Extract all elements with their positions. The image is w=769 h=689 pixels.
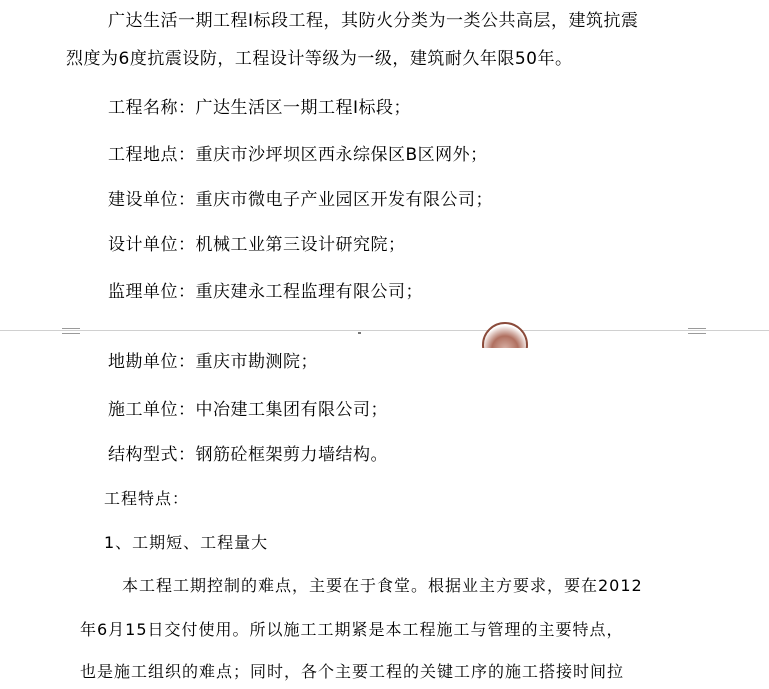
contractor-line: 施工单位：中冶建工集团有限公司； (108, 400, 388, 420)
page-corner-mark-right (688, 328, 706, 334)
surveyor-line: 地勘单位：重庆市勘测院； (108, 352, 318, 372)
intro-paragraph-line-2: 烈度为6度抗震设防，工程设计等级为一级，建筑耐久年限50年。 (66, 49, 573, 69)
project-name-line: 工程名称：广达生活区一期工程Ⅰ标段； (108, 98, 412, 118)
supervisor-line: 监理单位：重庆建永工程监理有限公司； (108, 282, 423, 302)
page-artifact-dot (358, 332, 361, 334)
page-corner-mark-left (62, 328, 80, 334)
builder-line: 建设单位：重庆市微电子产业园区开发有限公司； (108, 190, 493, 210)
page-break (0, 330, 769, 343)
structure-line: 结构型式：钢筋砼框架剪力墙结构。 (108, 445, 388, 465)
feature-paragraph-line-2: 年6月15日交付使用。所以施工工期紧是本工程施工与管理的主要特点， (80, 620, 624, 639)
feature-1-title: 1、工期短、工程量大 (104, 533, 269, 552)
seal-stamp-icon (482, 322, 528, 348)
features-heading: 工程特点： (104, 489, 190, 508)
designer-line: 设计单位：机械工业第三设计研究院； (108, 235, 406, 255)
feature-paragraph-line-1: 本工程工期控制的难点，主要在于食堂。根据业主方要求，要在2012 (122, 576, 643, 595)
project-location-line: 工程地点：重庆市沙坪坝区西永综保区B区网外； (108, 145, 488, 165)
feature-paragraph-line-3: 也是施工组织的难点；同时，各个主要工程的关键工序的施工搭接时间拉 (80, 662, 625, 681)
intro-paragraph-line-1: 广达生活一期工程Ⅰ标段工程，其防火分类为一类公共高层，建筑抗震 (108, 11, 639, 31)
